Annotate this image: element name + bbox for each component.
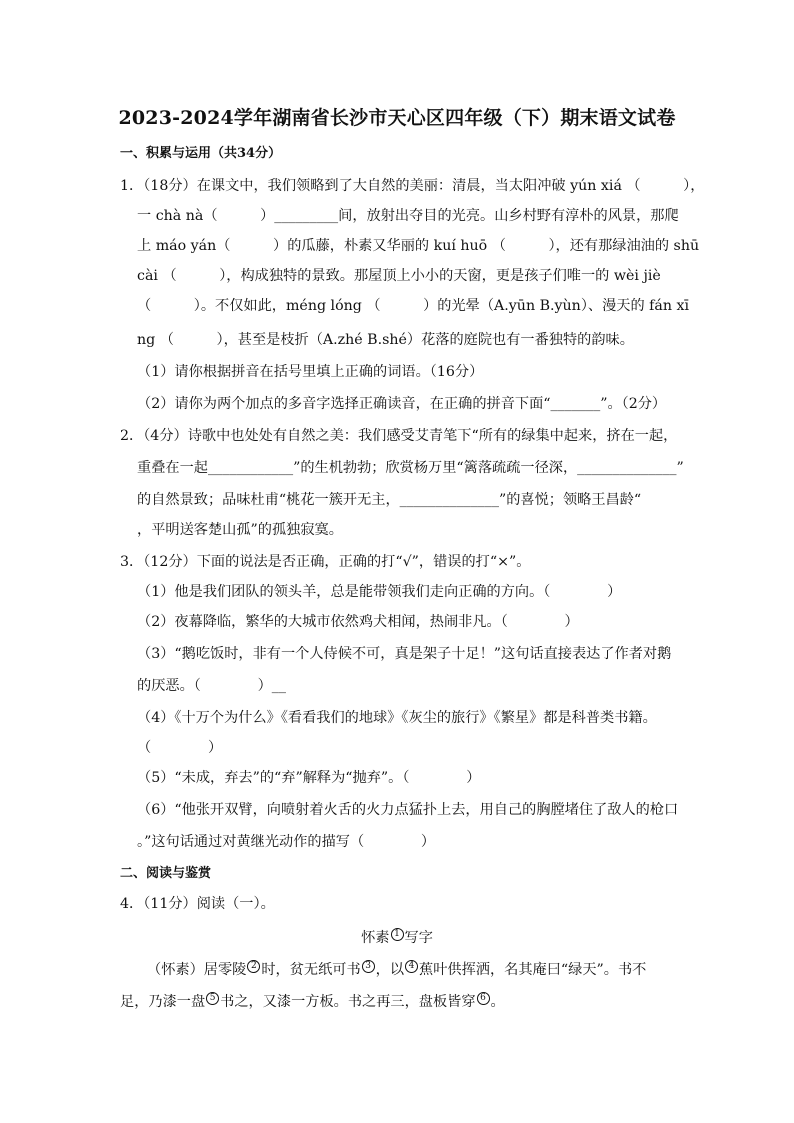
q2-line-4: ，平明送客楚山孤”的孤独寂寞。 bbox=[137, 522, 343, 538]
q1-line-6: ng （ ），甚至是枝折（A.zhé B.shé）花落的庭院也有一番独特的韵味。 bbox=[137, 332, 634, 348]
footnote-marker-2: 2 bbox=[247, 960, 260, 973]
q3-item-3-cont: 的厌恶。（ ）__ bbox=[137, 678, 286, 694]
footnote-marker-5: 5 bbox=[206, 992, 219, 1005]
q1-sub-1: （1）请你根据拼音在括号里填上正确的词语。（16分） bbox=[137, 364, 484, 380]
q1-line-5: （ ）。不仅如此，méng lóng （ ）的光晕（A.yūn B.yùn）、漫天的 fán xī bbox=[137, 298, 690, 314]
q3-item-6: （6）“他张开双臂，向喷射着火舌的火力点猛扑上去，用自己的胸膛堵住了敌人的枪口 bbox=[137, 802, 679, 818]
q3-line-1: 3．（12分）下面的说法是否正确，正确的打“√”，错误的打“×”。 bbox=[120, 554, 531, 570]
passage-text: ，以 bbox=[375, 962, 405, 978]
q2-line-2: 重叠在一起____________”的生机勃勃；欣赏杨万里“篱落疏疏一径深，______________” bbox=[137, 460, 684, 476]
q3-item-4-cont: （ ） bbox=[137, 740, 223, 756]
passage-title-text-a: 怀素 bbox=[361, 930, 390, 946]
passage-line-2 bbox=[120, 992, 505, 1012]
q1-line-1: 1．（18分）在课文中，我们领略到了大自然的美丽：清晨，当太阳冲破 yún xiá （ ）， bbox=[120, 178, 705, 194]
q1-line-3: 上 máo yán（ ）的瓜藤，朴素又华丽的 kuí huō （ ），还有那绿油油的 shū bbox=[137, 238, 700, 254]
section-heading-1: 一、积累与运用（共34分） bbox=[120, 146, 282, 161]
page-title: 2023-2024学年湖南省长沙市天心区四年级（下）期末语文试卷 bbox=[118, 107, 676, 129]
passage-text: 蕉叶供挥洒，名其庵曰“绿天”。书不 bbox=[419, 962, 647, 978]
passage-text: 。 bbox=[490, 994, 505, 1010]
q2-line-1: 2．（4分）诗歌中也处处有自然之美：我们感受艾青笔下“所有的绿集中起来，挤在一起， bbox=[120, 428, 678, 444]
q3-item-4: （4）《十万个为什么》《看看我们的地球》《灰尘的旅行》《繁星》都是科普类书籍。 bbox=[137, 710, 657, 726]
footnote-marker-1: 1 bbox=[391, 928, 404, 941]
q1-sub-2: （2）请你为两个加点的多音字选择正确读音，在正确的拼音下面“_______”。（2分） bbox=[137, 396, 667, 412]
passage-title-text-b: 写字 bbox=[404, 930, 433, 946]
passage-text: 书之，又漆一方板。书之再三，盘板皆穿 bbox=[220, 994, 476, 1010]
passage-text: （怀素）居零陵 bbox=[147, 962, 247, 978]
section-heading-2: 二、阅读与鉴赏 bbox=[120, 866, 212, 881]
q3-item-5: （5）“未成，弃去”的“弃”解释为“抛弃”。（ ） bbox=[137, 770, 481, 786]
q3-item-6-cont: 。”这句话通过对黄继光动作的描写（ ） bbox=[137, 834, 436, 850]
q3-item-1: （1）他是我们团队的领头羊，总是能带领我们走向正确的方向。（ ） bbox=[137, 584, 622, 600]
q1-line-4: cài （ ），构成独特的景致。那屋顶上小小的天窗，更是孩子们唯一的 wèi jiè bbox=[137, 268, 661, 284]
passage-title bbox=[0, 928, 794, 948]
footnote-marker-4: 4 bbox=[405, 960, 418, 973]
footnote-marker-6: 6 bbox=[477, 992, 490, 1005]
q3-item-2: （2）夜幕降临，繁华的大城市依然鸡犬相闻，热闹非凡。（ ） bbox=[137, 614, 579, 630]
q1-line-2: 一 chà nà（ ）_________间，放射出夺目的光亮。山乡村野有淳朴的风景，那爬 bbox=[137, 208, 679, 224]
passage-text: 足，乃漆一盘 bbox=[120, 994, 206, 1010]
passage-text: 时，贫无纸可书 bbox=[261, 962, 361, 978]
q2-line-3: 的自然景致；品味杜甫“桃花一簇开无主，______________”的喜悦；领略王昌龄“ bbox=[137, 492, 642, 508]
footnote-marker-3: 3 bbox=[362, 960, 375, 973]
q3-item-3: （3）“鹅吃饭时，非有一个人侍候不可，真是架子十足！”这句话直接表达了作者对鹅 bbox=[137, 646, 672, 662]
q4-line-1: 4．（11分）阅读（一）。 bbox=[120, 896, 275, 912]
passage-line-1 bbox=[147, 960, 646, 980]
